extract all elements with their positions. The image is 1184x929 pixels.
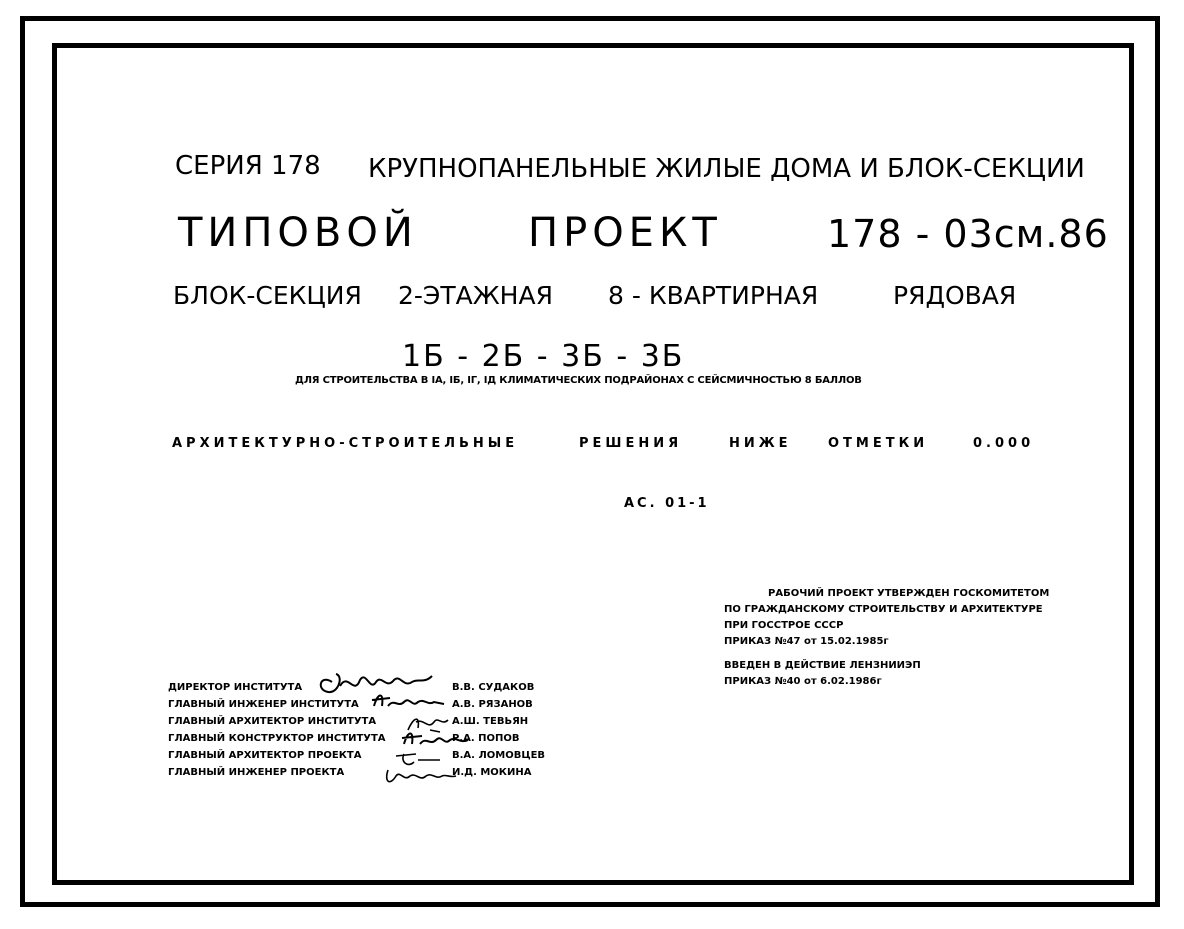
series-title: КРУПНОПАНЕЛЬНЫЕ ЖИЛЫЕ ДОМА И БЛОК-СЕКЦИИ <box>368 154 1085 184</box>
approval-line: РАБОЧИЙ ПРОЕКТ УТВЕРЖДЕН ГОСКОМИТЕТОМ <box>768 588 1050 599</box>
staff-row <box>168 767 548 783</box>
staff-role: ГЛАВНЫЙ ИНЖЕНЕР ПРОЕКТА <box>168 767 345 778</box>
approval-block <box>724 586 1049 690</box>
staff-role: ДИРЕКТОР ИНСТИТУТА <box>168 682 303 693</box>
staff-row <box>168 699 548 715</box>
section-title-word-4: ОТМЕТКИ <box>828 436 929 451</box>
staff-role: ГЛАВНЫЙ ИНЖЕНЕР ИНСТИТУТА <box>168 699 359 710</box>
enactment-line: ВВЕДЕН В ДЕЙСТВИЕ ЛЕНЗНИИЭП <box>724 660 921 671</box>
section-title-word-2: РЕШЕНИЯ <box>579 436 683 451</box>
staff-name: А.В. РЯЗАНОВ <box>452 699 533 710</box>
signature-chief-designer <box>398 726 474 750</box>
staff-row <box>168 733 548 749</box>
staff-name: И.Д. МОКИНА <box>452 767 532 778</box>
section-title-word-5: 0.000 <box>973 436 1035 451</box>
block-floors: 2-ЭТАЖНАЯ <box>398 281 553 310</box>
staff-role: ГЛАВНЫЙ АРХИТЕКТОР ПРОЕКТА <box>168 750 362 761</box>
approval-line: ПРИ ГОССТРОЕ СССР <box>724 620 844 631</box>
approval-order: ПРИКАЗ №47 от 15.02.1985г <box>724 636 889 647</box>
project-number: 178 - 03см.86 <box>827 212 1109 256</box>
staff-row <box>168 716 548 732</box>
signature-chief-engineer <box>368 690 448 712</box>
block-section-label: БЛОК-СЕКЦИЯ <box>173 281 362 310</box>
staff-name: В.В. СУДАКОВ <box>452 682 535 693</box>
approval-line: ПО ГРАЖДАНСКОМУ СТРОИТЕЛЬСТВУ И АРХИТЕКТУРЕ <box>724 604 1043 615</box>
project-word-project: ПРОЕКТ <box>528 210 722 256</box>
section-title-word-3: НИЖЕ <box>729 436 792 451</box>
staff-role: ГЛАВНЫЙ КОНСТРУКТОР ИНСТИТУТА <box>168 733 386 744</box>
staff-row <box>168 750 548 766</box>
signature-project-engineer <box>380 764 460 788</box>
staff-role: ГЛАВНЫЙ АРХИТЕКТОР ИНСТИТУТА <box>168 716 377 727</box>
construction-condition: ДЛЯ СТРОИТЕЛЬСТВА В IА, IБ, IГ, IД КЛИМАТИЧЕСКИХ ПОДРАЙОНАХ С СЕЙСМИЧНОСТЬЮ 8 БАЛЛОВ <box>295 375 862 386</box>
enactment-order: ПРИКАЗ №40 от 6.02.1986г <box>724 676 882 687</box>
staff-name: В.А. ЛОМОВЦЕВ <box>452 750 546 761</box>
series-label: СЕРИЯ 178 <box>175 151 321 181</box>
staff-name: Р.А. ПОПОВ <box>452 733 520 744</box>
section-title-word-1: АРХИТЕКТУРНО-СТРОИТЕЛЬНЫЕ <box>172 436 519 451</box>
block-apartments: 8 - КВАРТИРНАЯ <box>608 281 819 310</box>
sheet-code: АС. 01-1 <box>624 496 710 511</box>
project-word-typical: ТИПОВОЙ <box>178 210 418 256</box>
staff-name: А.Ш. ТЕВЬЯН <box>452 716 529 727</box>
block-kind: РЯДОВАЯ <box>893 281 1017 310</box>
section-combination: 1Б - 2Б - 3Б - 3Б <box>402 339 685 374</box>
